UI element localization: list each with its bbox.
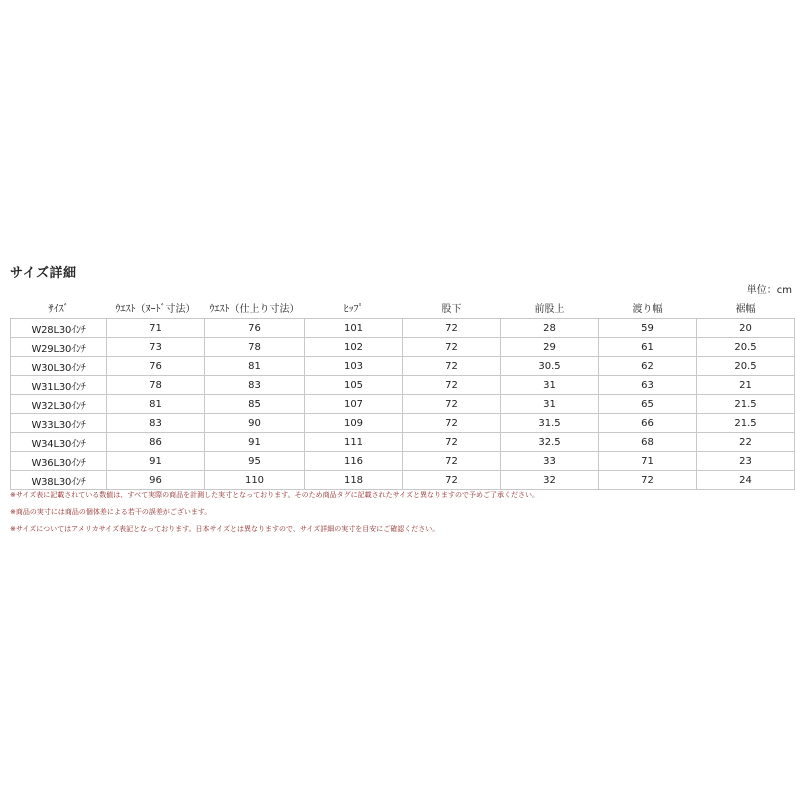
inseam-cell: 72	[403, 357, 501, 376]
hip-cell: 101	[305, 319, 403, 338]
inseam-cell: 72	[403, 452, 501, 471]
thigh-width-cell: 62	[599, 357, 697, 376]
waist-finished-cell: 83	[205, 376, 305, 395]
waist-nude-cell: 86	[107, 433, 205, 452]
front-rise-cell: 28	[501, 319, 599, 338]
size-table	[10, 297, 795, 490]
hip-cell: 105	[305, 376, 403, 395]
waist-finished-cell: 95	[205, 452, 305, 471]
inseam-cell: 72	[403, 471, 501, 490]
waist-nude-cell: 91	[107, 452, 205, 471]
header-size: ｻｲｽﾞ	[48, 304, 69, 315]
hem-width-cell: 20.5	[697, 357, 795, 376]
waist-finished-cell: 76	[205, 319, 305, 338]
hem-width-cell: 23	[697, 452, 795, 471]
size-cell: W28L30ｲﾝﾁ	[11, 319, 107, 338]
front-rise-cell: 31	[501, 376, 599, 395]
header-thigh-width: 渡り幅	[632, 304, 663, 315]
size-cell: W38L30ｲﾝﾁ	[11, 471, 107, 490]
thigh-width-cell: 63	[599, 376, 697, 395]
hem-width-cell: 22	[697, 433, 795, 452]
waist-nude-cell: 81	[107, 395, 205, 414]
table-row	[11, 414, 795, 433]
table-row	[11, 471, 795, 490]
hem-width-cell: 21.5	[697, 395, 795, 414]
front-rise-cell: 32.5	[501, 433, 599, 452]
waist-nude-cell: 76	[107, 357, 205, 376]
hip-cell: 118	[305, 471, 403, 490]
note-item: ※商品の実寸には商品の個体差による若干の誤差がございます。	[10, 508, 212, 516]
hip-cell: 109	[305, 414, 403, 433]
page-title: サイズ詳細	[10, 266, 77, 281]
thigh-width-cell: 59	[599, 319, 697, 338]
notes	[10, 491, 790, 542]
size-cell: W34L30ｲﾝﾁ	[11, 433, 107, 452]
waist-finished-cell: 110	[205, 471, 305, 490]
hem-width-cell: 20.5	[697, 338, 795, 357]
inseam-cell: 72	[403, 395, 501, 414]
size-cell: W30L30ｲﾝﾁ	[11, 357, 107, 376]
thigh-width-cell: 68	[599, 433, 697, 452]
inseam-cell: 72	[403, 414, 501, 433]
front-rise-cell: 33	[501, 452, 599, 471]
thigh-width-cell: 66	[599, 414, 697, 433]
waist-finished-cell: 85	[205, 395, 305, 414]
front-rise-cell: 31	[501, 395, 599, 414]
waist-finished-cell: 78	[205, 338, 305, 357]
waist-nude-cell: 73	[107, 338, 205, 357]
header-waist-finished: ｳｴｽﾄ（仕上り寸法）	[209, 304, 300, 315]
waist-finished-cell: 81	[205, 357, 305, 376]
thigh-width-cell: 61	[599, 338, 697, 357]
table-row	[11, 395, 795, 414]
thigh-width-cell: 71	[599, 452, 697, 471]
size-cell: W33L30ｲﾝﾁ	[11, 414, 107, 433]
inseam-cell: 72	[403, 338, 501, 357]
table-row	[11, 357, 795, 376]
hem-width-cell: 20	[697, 319, 795, 338]
waist-nude-cell: 78	[107, 376, 205, 395]
front-rise-cell: 29	[501, 338, 599, 357]
size-cell: W31L30ｲﾝﾁ	[11, 376, 107, 395]
size-cell: W36L30ｲﾝﾁ	[11, 452, 107, 471]
inseam-cell: 72	[403, 433, 501, 452]
front-rise-cell: 31.5	[501, 414, 599, 433]
hip-cell: 107	[305, 395, 403, 414]
header-front-rise: 前股上	[534, 304, 565, 315]
table-row	[11, 338, 795, 357]
hip-cell: 102	[305, 338, 403, 357]
header-inseam: 股下	[441, 304, 462, 315]
table-row	[11, 376, 795, 395]
waist-finished-cell: 90	[205, 414, 305, 433]
header-hem-width: 裾幅	[735, 304, 756, 315]
waist-finished-cell: 91	[205, 433, 305, 452]
thigh-width-cell: 72	[599, 471, 697, 490]
thigh-width-cell: 65	[599, 395, 697, 414]
waist-nude-cell: 83	[107, 414, 205, 433]
table-row	[11, 433, 795, 452]
front-rise-cell: 30.5	[501, 357, 599, 376]
hip-cell: 103	[305, 357, 403, 376]
front-rise-cell: 32	[501, 471, 599, 490]
waist-nude-cell: 96	[107, 471, 205, 490]
table-row	[11, 319, 795, 338]
size-cell: W32L30ｲﾝﾁ	[11, 395, 107, 414]
size-cell: W29L30ｲﾝﾁ	[11, 338, 107, 357]
hem-width-cell: 24	[697, 471, 795, 490]
note-item: ※サイズ表に記載されている数値は、すべて実際の商品を計測した実寸となっております。そのため商品タグに記載されたサイズと異なりますので予めご了承ください。	[10, 491, 540, 499]
unit-label: 単位：cm	[746, 285, 792, 296]
table-body	[11, 319, 795, 490]
hem-width-cell: 21	[697, 376, 795, 395]
header-hip: ﾋｯﾌﾟ	[343, 304, 364, 315]
header-waist-nude: ｳｴｽﾄ（ﾇｰﾄﾞ寸法）	[115, 304, 196, 315]
hip-cell: 116	[305, 452, 403, 471]
hem-width-cell: 21.5	[697, 414, 795, 433]
waist-nude-cell: 71	[107, 319, 205, 338]
inseam-cell: 72	[403, 376, 501, 395]
inseam-cell: 72	[403, 319, 501, 338]
table-header-row	[11, 297, 795, 319]
hip-cell: 111	[305, 433, 403, 452]
note-item: ※サイズについてはアメリカサイズ表記となっております。日本サイズとは異なりますので、サイズ詳細の実寸を目安にご確認ください。	[10, 525, 440, 533]
table-row	[11, 452, 795, 471]
